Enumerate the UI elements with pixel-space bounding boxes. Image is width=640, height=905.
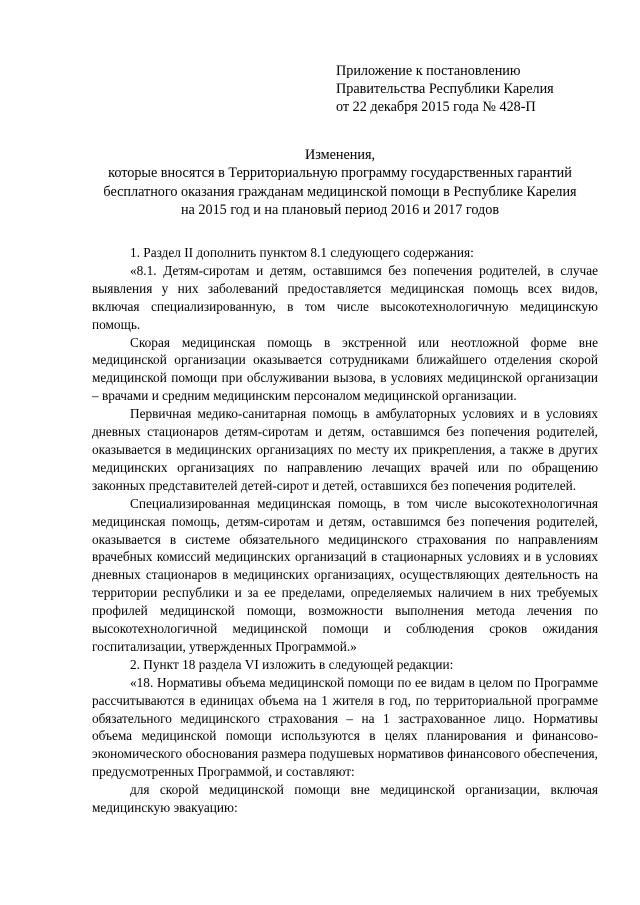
- title-line: бесплатного оказания гражданам медицинской помощи в Республике Карелия: [103, 183, 577, 200]
- paragraph: Первичная медико-санитарная помощь в амбулаторных условиях и в условиях дневных стационаров детям-сиротам и детям, оставшимся без попечения родителей, оказывается в медицинских организациях по месту их прикрепления, а также в других медицинских организациях по направлению лечащих врачей или по обращению законных представителей детей-сирот и детей, оставшихся без попечения родителей.: [92, 406, 598, 493]
- document-title: [70, 146, 610, 219]
- document-body: [92, 244, 598, 817]
- appendix-line: Приложение к постановлению: [336, 63, 521, 79]
- appendix-note: [336, 62, 626, 116]
- title-line: на 2015 год и на плановый период 2016 и 2017 годов: [180, 201, 500, 218]
- paragraph: 2. Пункт 18 раздела VI изложить в следующей редакции:: [130, 656, 454, 672]
- paragraph: для скорой медицинской помощи вне медицинской организации, включая медицинскую эвакуацию:: [92, 782, 598, 816]
- paragraph: Скорая медицинская помощь в экстренной или неотложной форме вне медицинской организации оказывается сотрудниками ближайшего отделения скорой медицинской помощи при обслуживании вызова, в условиях медицинской организации – врачами и средним медицинским персоналом медицинской организации.: [92, 334, 598, 404]
- title-line: Изменения,: [304, 147, 376, 163]
- appendix-line: Правительства Республики Карелия: [336, 81, 554, 97]
- title-line: которые вносятся в Территориальную программу государственных гарантий: [108, 165, 572, 182]
- paragraph: «18. Нормативы объема медицинской помощи по ее видам в целом по Программе рассчитываются в единицах объема на 1 жителя в год, по территориальной программе обязательного медицинского страхования – на 1 застрахованное лицо. Нормативы объема медицинской помощи используются в целях планирования и финансово-экономического обоснования размера подушевых нормативов финансового обеспечения, предусмотренных Программой, и составляют:: [92, 674, 598, 780]
- paragraph: «8.1. Детям-сиротам и детям, оставшимся без попечения родителей, в случае выявления у них заболеваний предоставляется медицинская помощь всех видов, включая специализированную, в том числе высокотехнологичную медицинскую помощь.: [92, 262, 598, 332]
- appendix-line: от 22 декабря 2015 года № 428-П: [336, 99, 536, 115]
- paragraph: 1. Раздел II дополнить пунктом 8.1 следующего содержания:: [130, 245, 474, 260]
- paragraph: Специализированная медицинская помощь, в том числе высокотехнологичная медицинская помощь, детям-сиротам и детям, оставшимся без попечения родителей, оказывается в системе обязательного медицинского страхования по направлениям врачебных комиссий медицинских организаций в стационарных условиях и в условиях дневных стационаров в медицинских организациях, осуществляющих деятельность на территории республики и за ее пределами, определяемых наличием в них требуемых профилей медицинской помощи, возможности выполнения метода лечения по высокотехнологичной медицинской помощи и соблюдения сроков ожидания госпитализации, утвержденных Программой.»: [92, 495, 598, 654]
